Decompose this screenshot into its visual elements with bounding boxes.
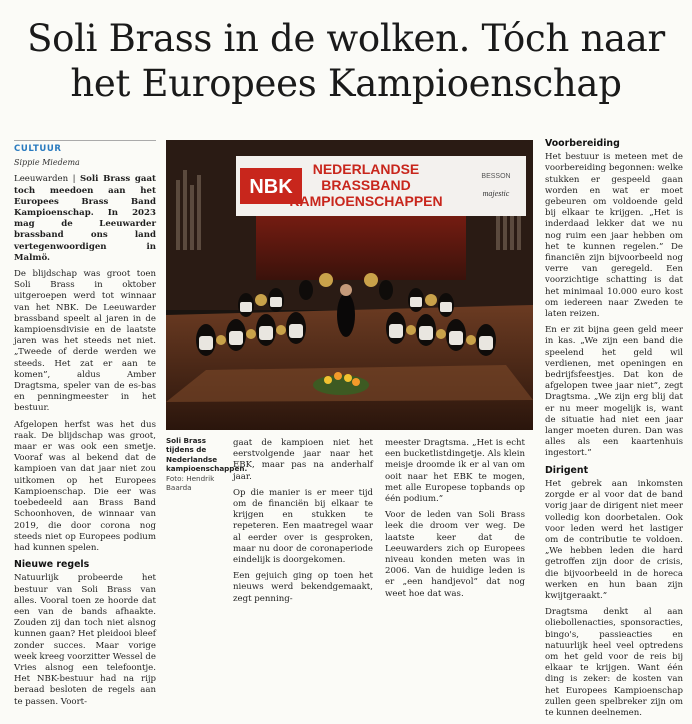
paragraph: Voor de leden van Soli Brass leek die droom ver weg. De laatste keer dat de Leeuwarders zich op Europees niveau konden meten was in 2006. Van de huidige leden is er „een handjevol” dat nog weet hoe dat was. [385,510,525,599]
section-tag: CULTUUR [14,140,156,155]
paragraph: gaat de kampioen niet het eerstvolgende jaar naar het EBK, maar pas na anderhalf jaar. [233,438,373,482]
paragraph: meester Dragtsma. „Het is echt een bucketlistdingetje. Als klein meisje droomde ik er al van om ooit naar het EBK te mogen, met alle Europese topbands op één podium.” [385,438,525,505]
subheading-voorbereiding: Voorbereiding [545,138,620,149]
paragraph: Dragtsma denkt al aan oliebollenacties, sponsoracties, bingo's, passieacties en natuurlijk heel veel optredens om het geld voor de reis bij elkaar te krijgen. Want één ding is zeker: de kosten van het Europees Kampioenschap zullen geen spelbreker zijn om te kunnen deelnemen. [545,607,683,718]
article-photo [166,140,533,430]
paragraph: Natuurlijk probeerde het bestuur van Soli Brass van alles. Vooral toen ze hoorde dat een van de bands afhaakte. Zouden zij dan toch niet alsnog kunnen gaan? Het pleidooi bleef zonder succes. Maar vorige week kreeg voorzitter Wessel de Vries alsnog een telefoontje. Het NBK-bestuur had na rijp beraad besloten de regels aan te passen. Voort- [14,573,156,707]
banner-line-2: BRASSBAND [321,177,411,193]
concert-hall-illustration [166,140,533,430]
subheading-nieuwe-regels: Nieuwe regels [14,559,90,571]
red-backdrop [256,210,466,280]
paragraph: En er zit bijna geen geld meer in kas. „We zijn een band die speelend het geld wil verdienen, met openingen en bedrijfsfeestjes. Dat kon de afgelopen twee jaar niet”, zegt Dragtsma. „We zijn erg blij dat er nu meer mogelijk is, want de situatie had niet een jaar langer moeten duren. Dan was alles als een kaartenhuis ingestort.” [545,325,683,459]
photo-caption [166,436,248,493]
conductor [337,293,355,337]
article-headline: Soli Brass in de wolken. Tóch naar het Europees Kampioenschap [27,17,665,105]
nbk-logo: NBK [249,176,293,198]
column-2 [233,438,373,610]
paragraph: Het gebrek aan inkomsten zorgde er al voor dat de band vorig jaar de dirigent niet meer volledig kon doorbetalen. Ook voor leden werd het lastiger om de contributie te voldoen. „We hebben leden die hard getroffen zijn door de crisis, die bijvoorbeeld in de horeca werken en hun baan zijn kwijtgeraakt.” [545,478,683,601]
paragraph: Afgelopen herfst was het dus raak. De blijdschap was groot, maar er was ook een smetje. Vooraf was al bekend dat de kampioen van dat jaar niet zou uitkomen op het Europees Kampioenschap. Die eer was toebedeeld aan Brass Band Schoonhoven, de winnaar van 2019, die door corona nog steeds niet op Europees podium had kunnen spelen. [14,419,156,553]
banner-line-1: NEDERLANDSE [312,161,420,177]
column-4 [545,138,683,724]
paragraph: Het bestuur is meteen met de voorbereiding begonnen: welke stukken er gespeeld gaan worden en wat er moet gebeuren om voldoende geld bij elkaar te krijgen. „Het is inderdaad lekker dat we nu nog ruim een jaar hebben om het te kunnen regelen.” De financiën zijn bijvoorbeeld nog verre van geregeld. Een voorzichtige schatting is dat het minimaal 10.000 euro kost om iedereen naar Zweden te laten reizen. [545,152,683,320]
column-3 [385,438,525,605]
subheading-dirigent: Dirigent [545,464,589,476]
paragraph: De blijdschap was groot toen Soli Brass in oktober uitgeroepen werd tot winnaar van het NBK. De Leeuwarder brassband speelt al jaren in de kampioensdivisie en de laatste jaren was het steeds net niet. „Tweede of derde werden we steeds. Het zat er aan te komen”, aldus Amber Dragtsma, speler van de es-bas en penningmeester in het bestuur. [14,269,156,414]
nbk-banner [236,156,526,216]
sponsor-besson: BESSON [481,173,511,180]
column-1 [14,140,156,713]
byline: Sippie Miedema [14,158,80,168]
paragraph: Een gejuich ging op toen het nieuws werd bekendgemaakt, zegt penning- [233,571,373,604]
lead-paragraph [14,174,156,264]
lead-text: Soli Brass gaat toch meedoen aan het Europees Brass Band Kampioenschap. In 2023 mag de Leeuwarder brassband ons land vertegenwoordigen in Malmö. [14,174,156,263]
caption-text: Soli Brass tijdens de Nederlandse kampioenschappen. [166,436,248,474]
paragraph: Op die manier is er meer tijd om de financiën bij elkaar te krijgen en stukken te repeteren. Een maatregel waar al eerder over is gesproken, maar nu door de coronaperiode eindelijk is doorgekomen. [233,487,373,566]
sponsor-majestic: majestic [482,189,510,198]
photo-credit: Foto: Hendrik Baarda [166,473,215,493]
banner-line-3: KAMPIOENSCHAPPEN [289,193,443,209]
dateline: Leeuwarden | [14,174,80,185]
